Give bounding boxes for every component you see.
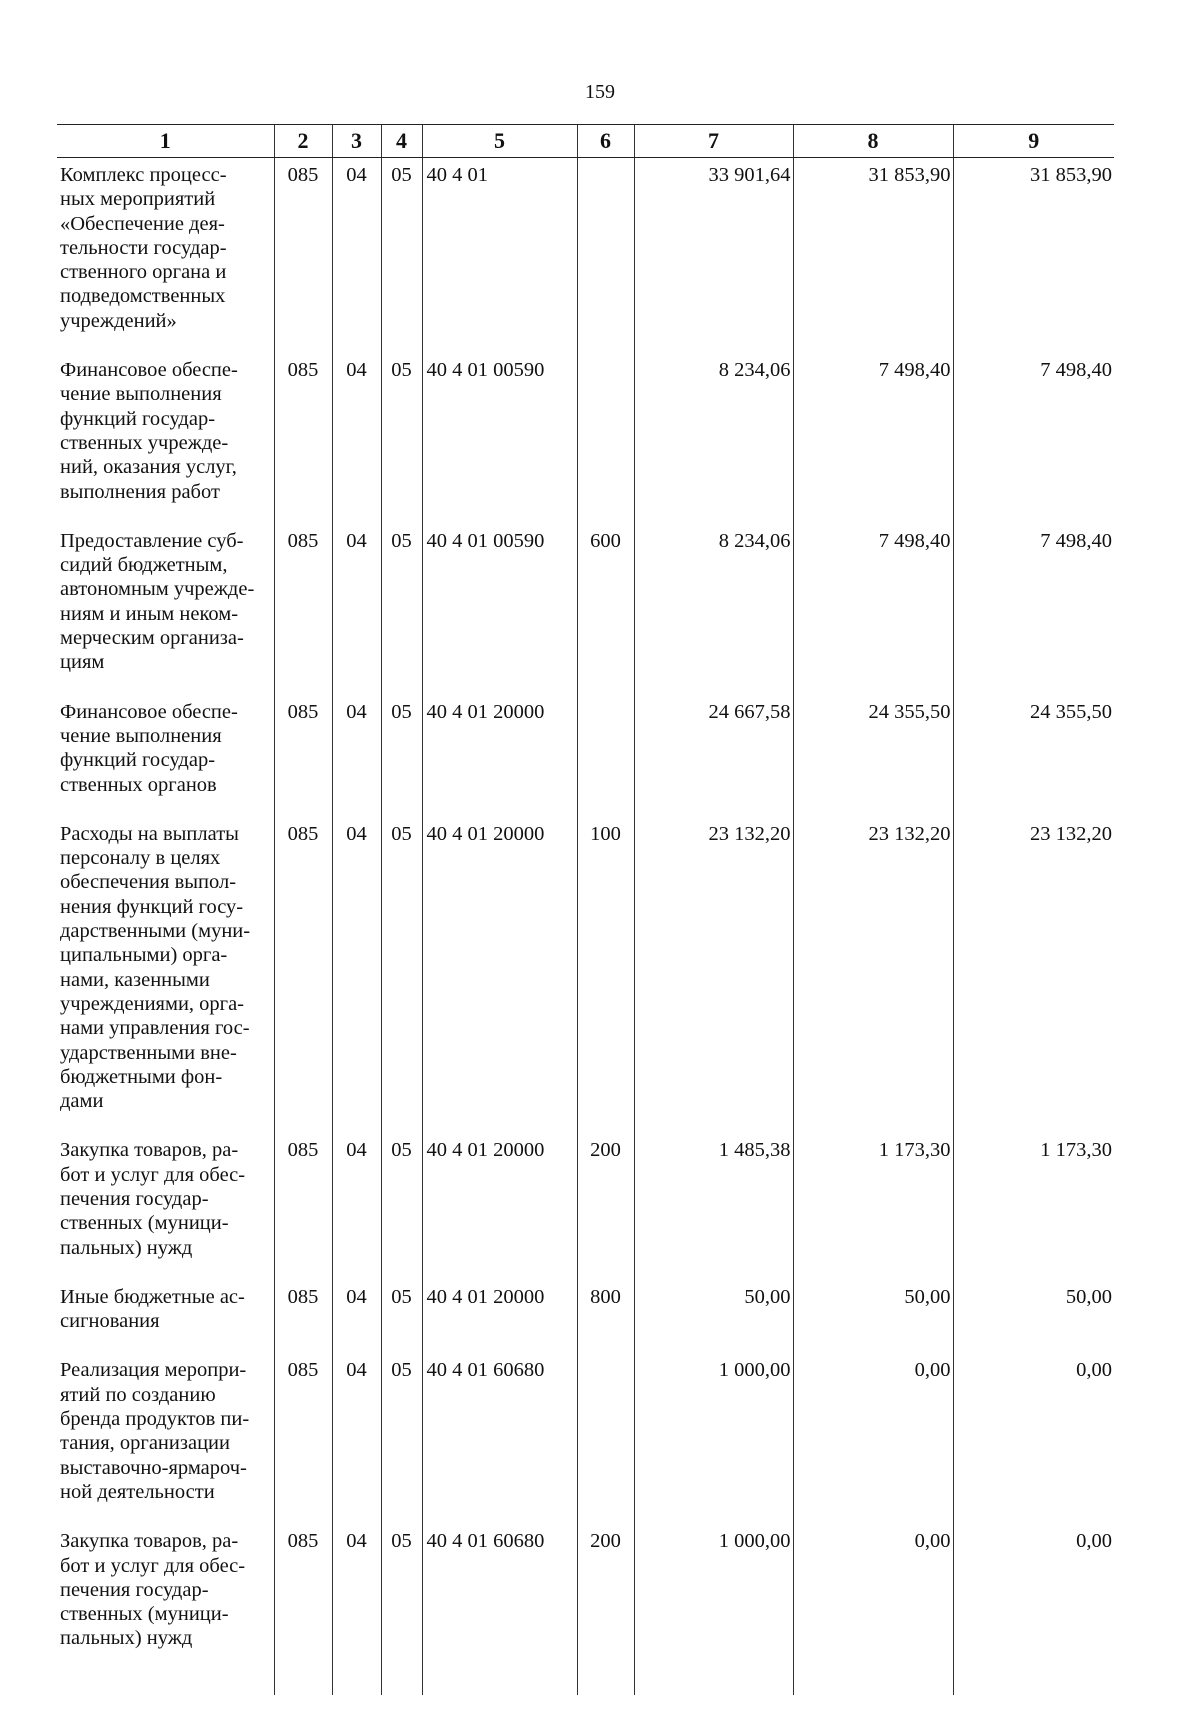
amount-col8-cell: 50,00 <box>793 1280 953 1354</box>
section-cell: 04 <box>332 1353 381 1524</box>
table-row <box>57 1133 1114 1279</box>
row-label: Расходы на выплаты персоналу в целях обеспечения выпол- нения функций госу- дарственными (муни- ципальными) орга- нами, казенными учреждениями, орга- нами управления гос- ударственными вне- бюджетными фон- дами <box>60 822 251 1113</box>
amount-col8-cell: 0,00 <box>793 1353 953 1524</box>
amount-col9-cell: 7 498,40 <box>953 353 1114 524</box>
amount-col8-cell: 0,00 <box>793 1524 953 1670</box>
filler-cell <box>577 1671 634 1695</box>
admin-code-cell: 085 <box>274 524 332 695</box>
amount-col7-cell: 8 234,06 <box>634 353 793 524</box>
amount-col8-cell: 23 132,20 <box>793 817 953 1134</box>
amount-col7-cell: 33 901,64 <box>634 158 793 354</box>
subsection-cell: 05 <box>381 158 422 354</box>
amount-col9-cell: 1 173,30 <box>953 1133 1114 1279</box>
subsection-cell: 05 <box>381 1524 422 1670</box>
amount-col9-cell: 0,00 <box>953 1353 1114 1524</box>
amount-col7-cell: 1 000,00 <box>634 1353 793 1524</box>
section-cell: 04 <box>332 353 381 524</box>
target-article-cell: 40 4 01 <box>422 158 577 354</box>
target-article-cell: 40 4 01 20000 <box>422 1133 577 1279</box>
subsection-cell: 05 <box>381 1133 422 1279</box>
section-cell: 04 <box>332 1133 381 1279</box>
amount-col8-cell: 7 498,40 <box>793 524 953 695</box>
expense-type-cell <box>577 1353 634 1524</box>
target-article-cell: 40 4 01 00590 <box>422 524 577 695</box>
column-header: 4 <box>381 125 422 158</box>
target-article-cell: 40 4 01 60680 <box>422 1524 577 1670</box>
filler-cell <box>274 1671 332 1695</box>
table-row <box>57 695 1114 817</box>
table-filler-row <box>57 1671 1114 1695</box>
admin-code-cell: 085 <box>274 353 332 524</box>
amount-col9-cell: 50,00 <box>953 1280 1114 1354</box>
section-cell: 04 <box>332 158 381 354</box>
column-header: 2 <box>274 125 332 158</box>
target-article-cell: 40 4 01 20000 <box>422 1280 577 1354</box>
amount-col8-cell: 31 853,90 <box>793 158 953 354</box>
expense-type-cell: 600 <box>577 524 634 695</box>
amount-col7-cell: 50,00 <box>634 1280 793 1354</box>
section-cell: 04 <box>332 817 381 1134</box>
row-label: Предоставление суб- сидий бюджетным, автономным учрежде- ниям и иным неком- мерческим организа- циям <box>60 529 255 674</box>
admin-code-cell: 085 <box>274 1133 332 1279</box>
column-header: 1 <box>57 125 274 158</box>
section-cell: 04 <box>332 524 381 695</box>
table-row <box>57 1280 1114 1354</box>
expense-type-cell <box>577 353 634 524</box>
amount-col7-cell: 1 485,38 <box>634 1133 793 1279</box>
admin-code-cell: 085 <box>274 695 332 817</box>
amount-col9-cell: 31 853,90 <box>953 158 1114 354</box>
section-cell: 04 <box>332 695 381 817</box>
section-cell: 04 <box>332 1280 381 1354</box>
amount-col9-cell: 7 498,40 <box>953 524 1114 695</box>
row-label: Иные бюджетные ас- сигнования <box>60 1285 245 1333</box>
row-label: Реализация меропри- ятий по созданию бренда продуктов пи- тания, организации выставочно-ярмароч- ной деятельности <box>60 1359 250 1503</box>
subsection-cell: 05 <box>381 1280 422 1354</box>
admin-code-cell: 085 <box>274 817 332 1134</box>
subsection-cell: 05 <box>381 524 422 695</box>
subsection-cell: 05 <box>381 695 422 817</box>
expense-type-cell <box>577 158 634 354</box>
table-row <box>57 817 1114 1134</box>
amount-col7-cell: 23 132,20 <box>634 817 793 1134</box>
column-header: 6 <box>577 125 634 158</box>
target-article-cell: 40 4 01 20000 <box>422 817 577 1134</box>
filler-cell <box>57 1671 274 1695</box>
budget-table <box>57 124 1114 1695</box>
filler-cell <box>381 1671 422 1695</box>
table-row <box>57 353 1114 524</box>
subsection-cell: 05 <box>381 817 422 1134</box>
admin-code-cell: 085 <box>274 158 332 354</box>
expense-type-cell: 800 <box>577 1280 634 1354</box>
column-header: 5 <box>422 125 577 158</box>
amount-col9-cell: 24 355,50 <box>953 695 1114 817</box>
table-row <box>57 524 1114 695</box>
section-cell: 04 <box>332 1524 381 1670</box>
subsection-cell: 05 <box>381 1353 422 1524</box>
filler-cell <box>634 1671 793 1695</box>
filler-cell <box>422 1671 577 1695</box>
expense-type-cell <box>577 695 634 817</box>
row-label: Финансовое обеспе- чение выполнения функций государ- ственных органов <box>60 700 238 796</box>
header-row <box>57 125 1114 158</box>
expense-type-cell: 100 <box>577 817 634 1134</box>
column-header: 9 <box>953 125 1114 158</box>
amount-col8-cell: 24 355,50 <box>793 695 953 817</box>
filler-cell <box>332 1671 381 1695</box>
amount-col9-cell: 0,00 <box>953 1524 1114 1670</box>
amount-col7-cell: 8 234,06 <box>634 524 793 695</box>
target-article-cell: 40 4 01 20000 <box>422 695 577 817</box>
filler-cell <box>953 1671 1114 1695</box>
page-number: 159 <box>585 81 615 103</box>
target-article-cell: 40 4 01 00590 <box>422 353 577 524</box>
expense-type-cell: 200 <box>577 1524 634 1670</box>
target-article-cell: 40 4 01 60680 <box>422 1353 577 1524</box>
column-header: 7 <box>634 125 793 158</box>
row-label: Закупка товаров, ра- бот и услуг для обес- печения государ- ственных (муници- пальных) нужд <box>60 1530 246 1650</box>
row-label: Закупка товаров, ра- бот и услуг для обес- печения государ- ственных (муници- пальных) нужд <box>60 1139 246 1259</box>
amount-col8-cell: 1 173,30 <box>793 1133 953 1279</box>
amount-col9-cell: 23 132,20 <box>953 817 1114 1134</box>
amount-col8-cell: 7 498,40 <box>793 353 953 524</box>
table-row <box>57 158 1114 354</box>
row-label: Финансовое обеспе- чение выполнения функций государ- ственных учрежде- ний, оказания услуг, выполнения работ <box>60 359 238 503</box>
expense-type-cell: 200 <box>577 1133 634 1279</box>
admin-code-cell: 085 <box>274 1524 332 1670</box>
admin-code-cell: 085 <box>274 1353 332 1524</box>
table-row <box>57 1353 1114 1524</box>
subsection-cell: 05 <box>381 353 422 524</box>
column-header: 8 <box>793 125 953 158</box>
table-row <box>57 1524 1114 1670</box>
amount-col7-cell: 24 667,58 <box>634 695 793 817</box>
filler-cell <box>793 1671 953 1695</box>
row-label: Комплекс процесс- ных мероприятий «Обеспечение дея- тельности государ- ственного органа и подведомственных учреждений» <box>60 164 227 332</box>
admin-code-cell: 085 <box>274 1280 332 1354</box>
amount-col7-cell: 1 000,00 <box>634 1524 793 1670</box>
column-header: 3 <box>332 125 381 158</box>
